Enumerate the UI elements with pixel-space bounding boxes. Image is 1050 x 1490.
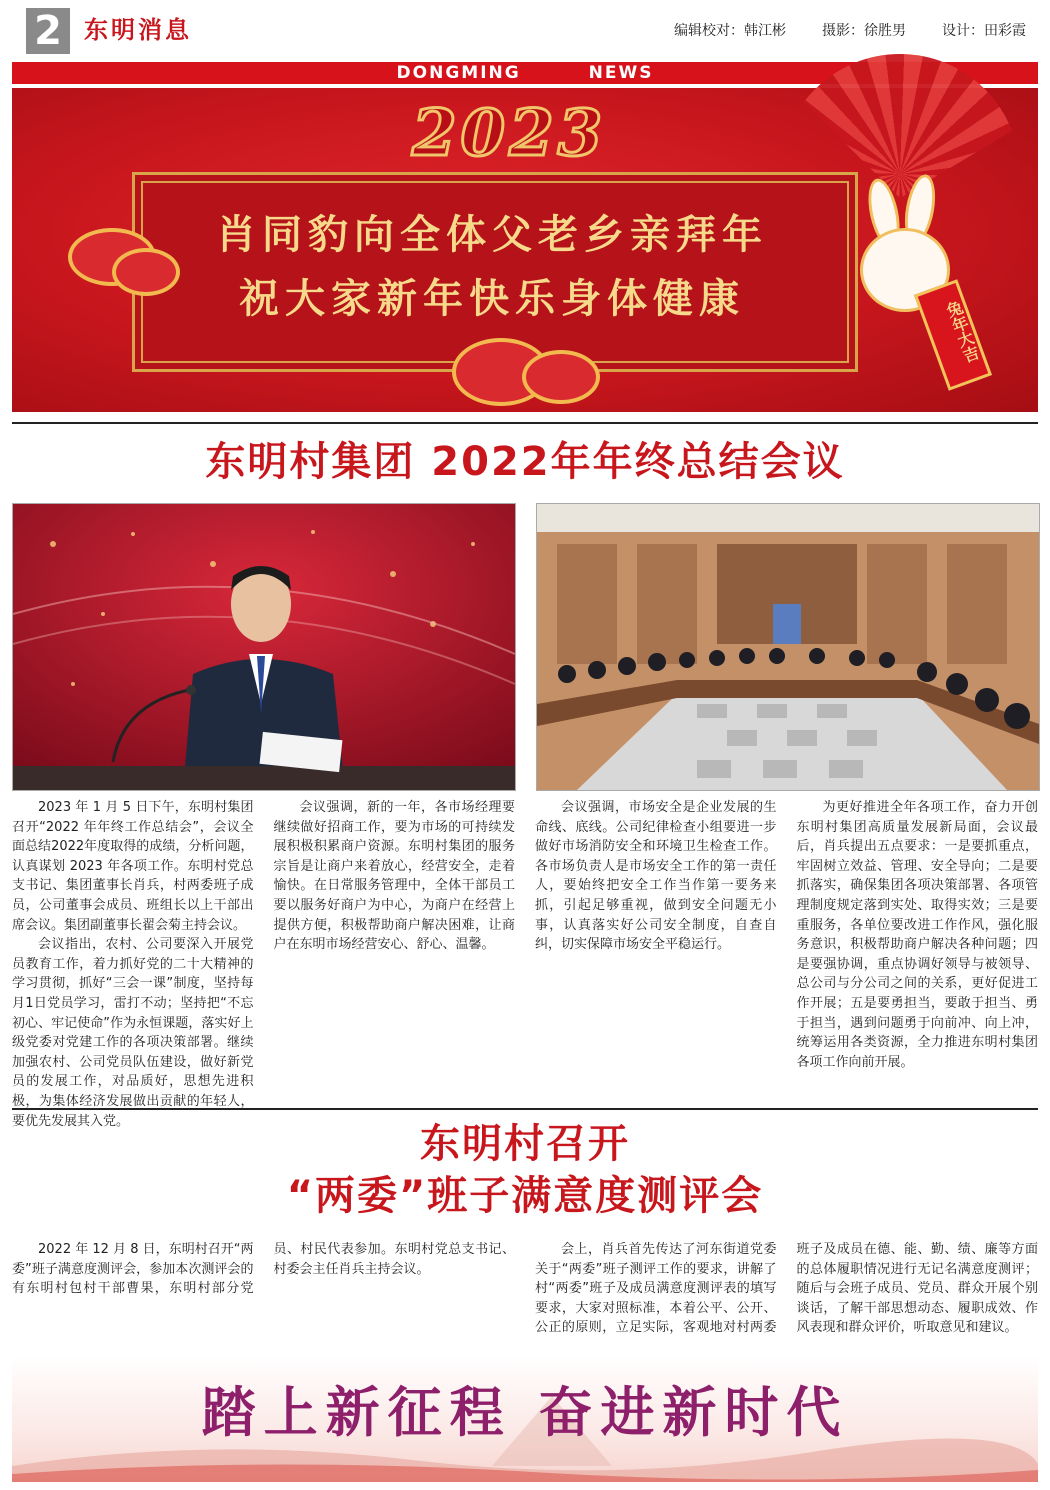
article2-headline-line1: 东明村召开 xyxy=(420,1121,630,1167)
banner-word-2: NEWS xyxy=(588,63,654,83)
article1-column-1 xyxy=(12,798,254,1129)
divider-rule xyxy=(12,422,1038,424)
article1-column-4 xyxy=(797,798,1039,1098)
credits xyxy=(674,20,1026,40)
cloud-bottom-2-icon xyxy=(522,350,600,404)
divider-rule-2 xyxy=(12,1108,1038,1110)
blessing-scroll: 兔年大吉 xyxy=(914,279,992,391)
credit-editor: 编辑校对：韩江彬 xyxy=(674,23,786,39)
speaker-photo-illustration xyxy=(13,504,515,790)
article1-paragraph-2: 会议指出，农村、公司要深入开展党员教育工作，着力抓好党的二十大精神的学习贯彻，抓好“三会一课”制度，坚持每月1日党员学习，雷打不动；坚持把“不忘初心、牢记使命”作为永恒课题，落实好上级党委对党建工作的各项决策部署。继续加强农村、公司党员队伍建设，做好新党员的发展工作，对品质好，思想先进积极，为集体经济发展做出贡献的年轻人，要优先发展其入党。 xyxy=(12,937,254,1129)
greeting-line-1: 肖同豹向全体父老乡亲拜年 xyxy=(216,211,768,258)
credit-photo: 摄影：徐胜男 xyxy=(822,23,906,39)
article1-paragraph-1: 2023 年 1 月 5 日下午，东明村集团召开“2022 年年终工作总结会”，会议全面总结2022年度取得的成绩，分析问题，认真谋划 2023 年各项工作。东明村党总支书记、集团董事长肖兵，村两委班子成员，公司董事会成员、班组长以上干部出席会议。集团副董事长翟会菊主持会议。 xyxy=(12,800,254,933)
photo-speaker xyxy=(12,503,516,791)
article1-paragraph-3: 会议强调，新的一年，各市场经理要继续做好招商工作，要为市场的可持续发展积极积累商户资源。东明村集团的服务宗旨是让商户来着放心，经营安全，走着愉快。在日常服务管理中，全体干部员工要以服务好商户为中心，为商户在经营上提供方便，积极帮助商户解决困难，让商户在东明市场经营安心、舒心、温馨。 xyxy=(273,800,515,953)
greeting-year: 2023 xyxy=(412,96,607,171)
article1-body xyxy=(12,798,1038,1129)
article2-paragraph-1: 2022 年 12 月 8 日，东明村召开“两委”班子满意度测评会，参加本次测评会的有东明村包村干部曹果，东明村部分党员、村民代表参加。东明村党总支书记、村委会主任肖兵主持会议。 xyxy=(12,1242,515,1297)
article2-columns-3-4 xyxy=(535,1240,1038,1340)
photo-meeting-room xyxy=(536,503,1040,791)
greeting-line-2: 祝大家新年快乐身体健康 xyxy=(239,275,745,322)
section-title: 东明消息 xyxy=(84,15,192,44)
credit-design: 设计：田彩霞 xyxy=(942,23,1026,39)
article1-headline: 东明村集团 2022年年终总结会议 xyxy=(205,439,845,485)
article1-paragraph-5: 为更好推进全年各项工作，奋力开创东明村集团高质量发展新局面，会议最后，肖兵提出五点要求：一是要抓重点，牢固树立效益、管理、安全导向；二是要抓落实，确保集团各项决策部署、各项管理制度规定落到实处、取得实效；三是要重服务，各单位要改进工作作风，强化服务意识，积极帮助商户解决各种问题；四是要强协调，重点协调好领导与被领导、总公司与分公司之间的关系，更好促进工作开展；五是要勇担当，要敢于担当、勇于担当，遇到问题勇于向前冲、向上冲，统筹运用各类资源，全力推进东明村集团各项工作向前开展。 xyxy=(796,800,1038,1070)
new-year-greeting-panel xyxy=(12,88,1038,412)
article2-headline-line2: “两委”班子满意度测评会 xyxy=(286,1173,764,1219)
article1-column-2 xyxy=(274,798,516,1098)
footer-slogan: 踏上新征程 奋进新时代 xyxy=(201,1381,849,1444)
article1-paragraph-4: 会议强调，市场安全是企业发展的生命线、底线。公司纪律检查小组要进一步做好市场消防安全和环境卫生检查工作。各市场负责人是市场安全工作的第一责任人，要始终把安全工作当作第一要务来抓，引起足够重视，做到安全问题无小事，认真落实好公司安全制度，自查自纠，切实保障市场安全平稳运行。 xyxy=(535,800,777,953)
article1-column-3 xyxy=(535,798,777,1098)
article2-body xyxy=(12,1240,1038,1340)
meeting-room-illustration xyxy=(537,504,1039,790)
banner-word-1: DONGMING xyxy=(396,63,521,83)
page-number: 2 xyxy=(26,8,70,54)
article2-paragraph-2: 会上，肖兵首先传达了河东街道党委关于“两委”班子测评工作的要求，讲解了村“两委”班子及成员满意度测评表的填写要求，大家对照标准，本着公平、公开、公正的原则，立足实际，客观地对村两委班子及成员在德、能、勤、绩、廉等方面的总体履职情况进行无记名满意度测评；随后与会班子成员、党员、群众开展个别谈话，了解干部思想动态、履职成效、作风表现和群众评价，听取意见和建议。 xyxy=(535,1242,1038,1336)
cloud-left-2-icon xyxy=(112,248,180,296)
article2-columns-1-2 xyxy=(12,1240,515,1340)
